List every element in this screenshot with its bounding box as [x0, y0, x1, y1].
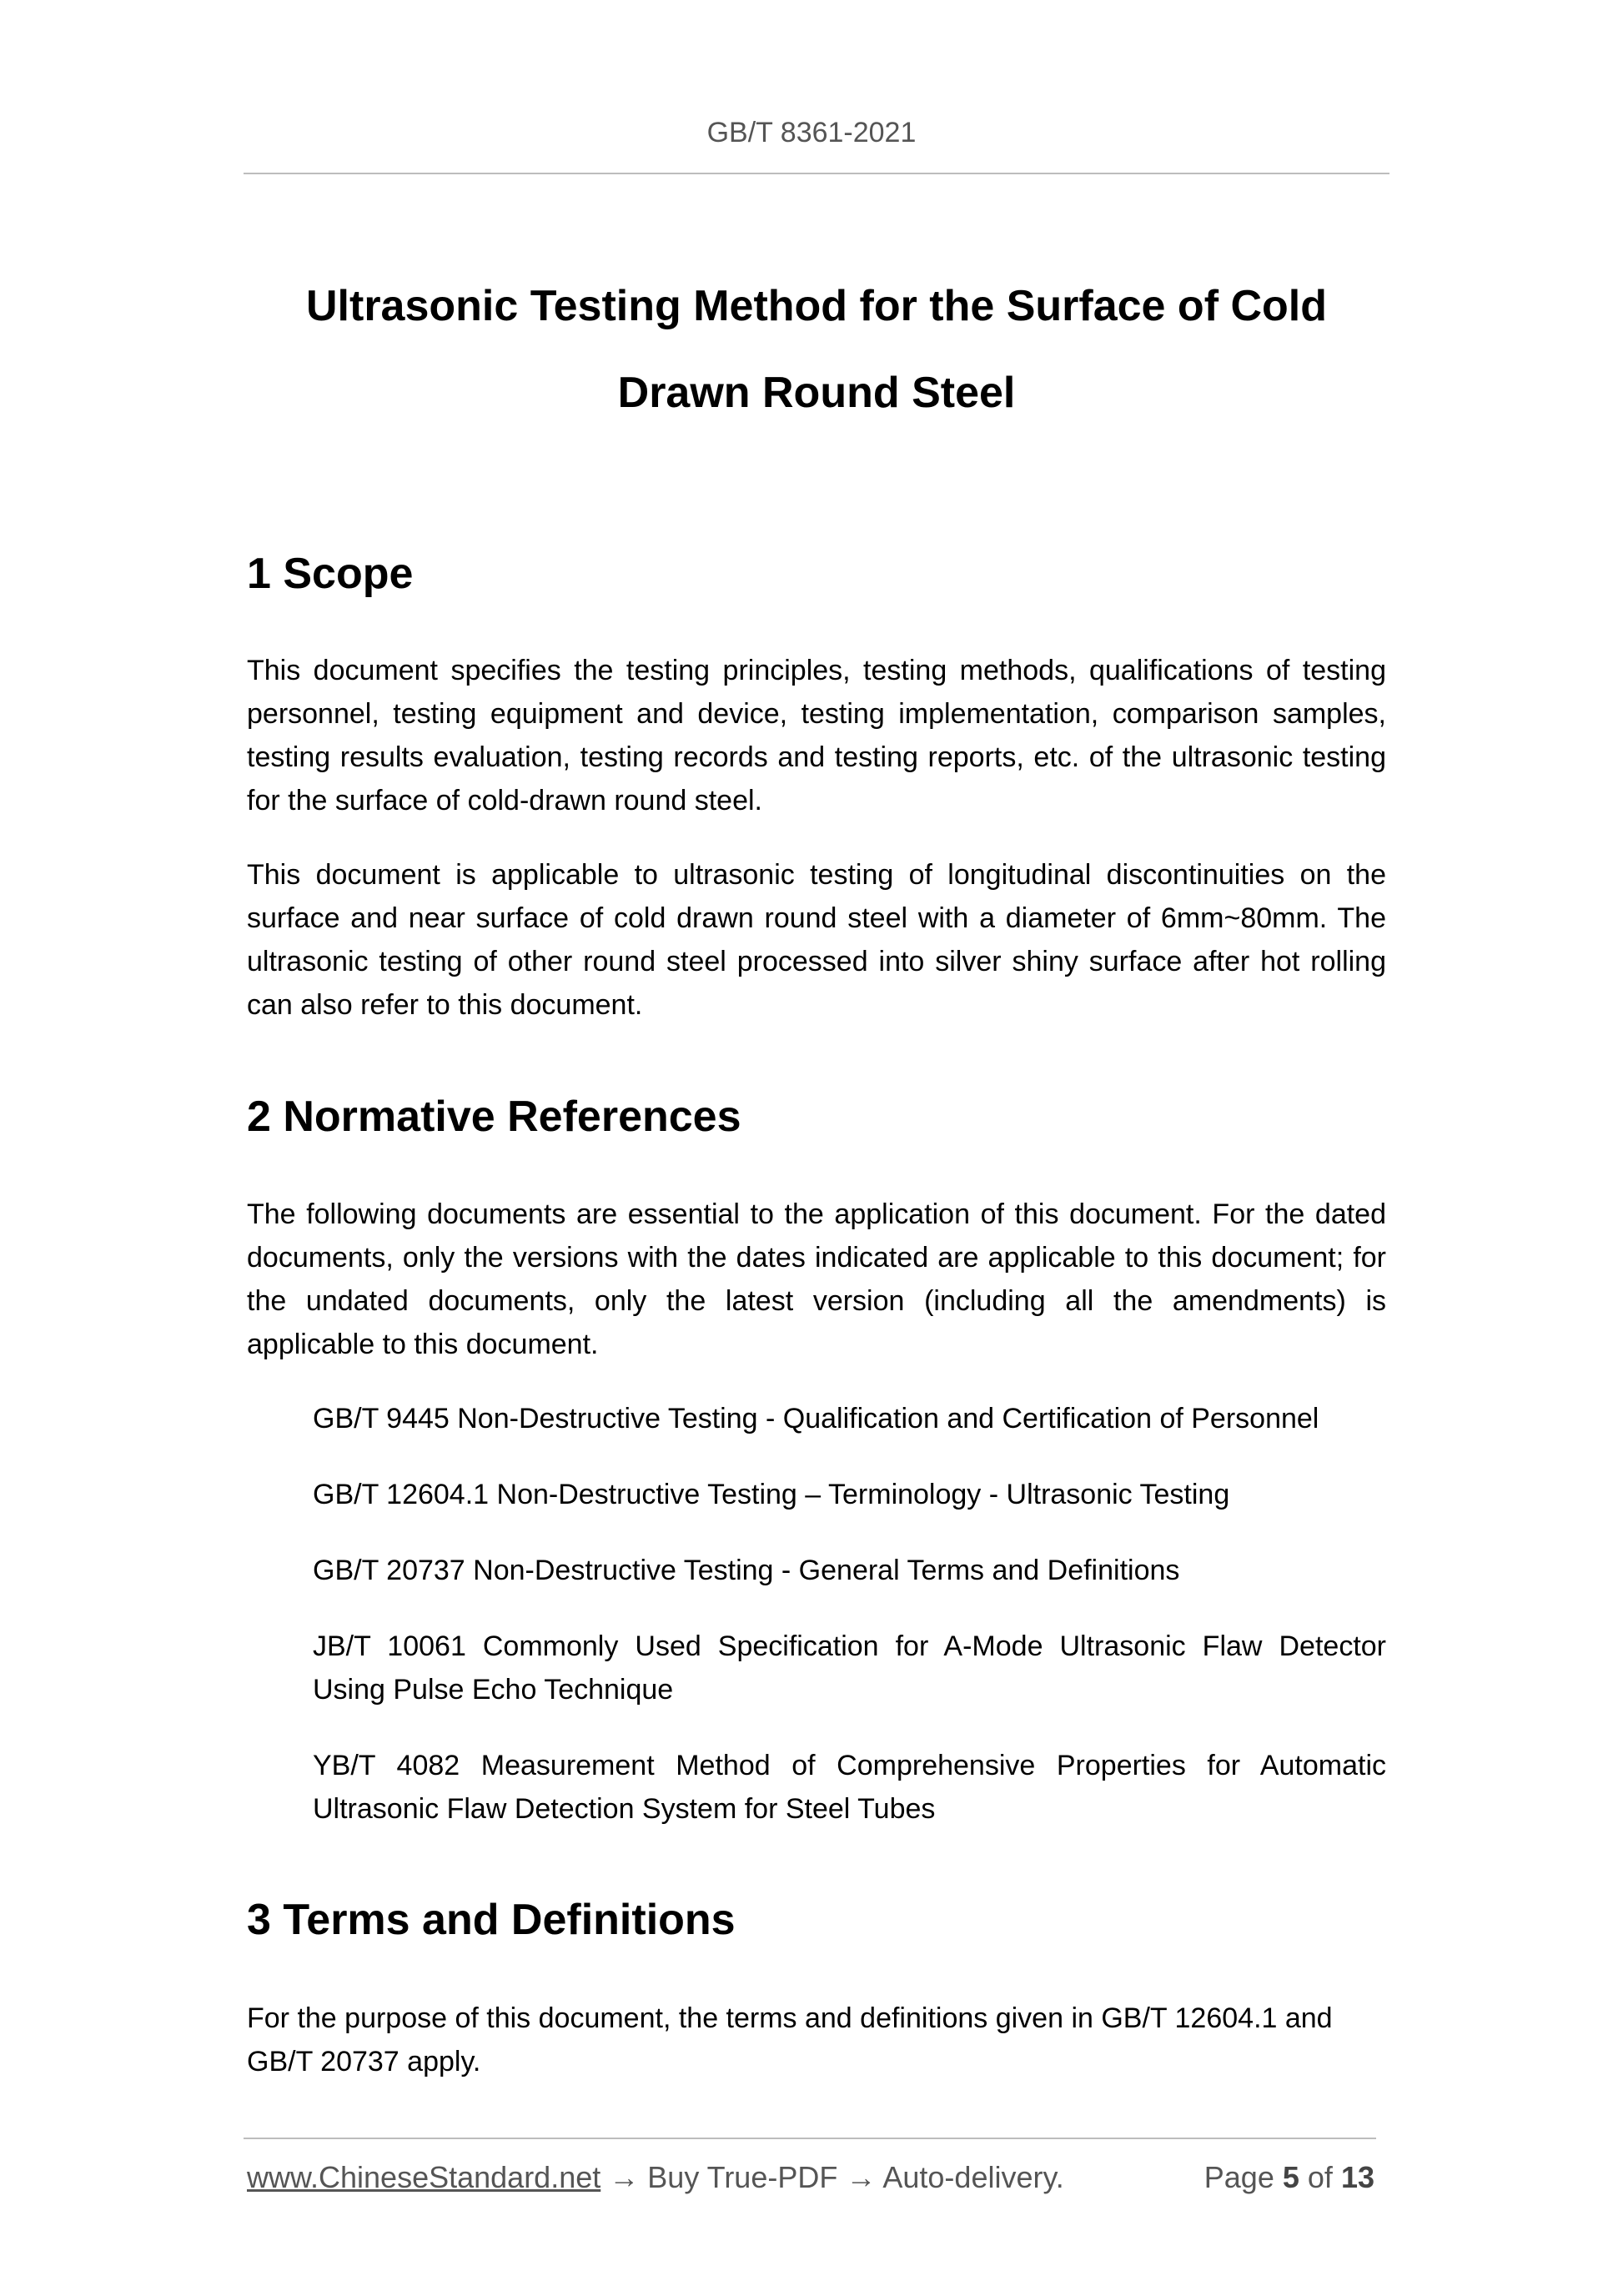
- reference-item: GB/T 9445 Non-Destructive Testing - Qualification and Certification of Personnel: [313, 1403, 1319, 1434]
- arrow-right-icon: →: [609, 2160, 640, 2194]
- footer-promo: [247, 2160, 1064, 2195]
- header-doc-code: GB/T 8361-2021: [706, 117, 917, 148]
- section-heading-normative-references: 2 Normative References: [247, 1093, 741, 1141]
- footer-divider: [244, 2138, 1376, 2139]
- scope-paragraph-1: This document specifies the testing principles, testing methods, qualifications of testing personnel, testing equipment and device, testing implementation, comparison samples, testing results evaluation, testing records and testing reports, etc. of the ultrasonic testing for the surface of cold-drawn round steel.: [247, 655, 1386, 816]
- normative-paragraph-1: The following documents are essential to the application of this document. For the dated documents, only the versions with the dates indicated are applicable to this document; for the undated documents, only the latest version (including all the amendments) is applicable to this document.: [247, 1198, 1386, 1360]
- scope-paragraph-2: This document is applicable to ultrasonic testing of longitudinal discontinuities on the surface and near surface of cold drawn round steel with a diameter of 6mm~80mm. The ultrasonic testing of other round steel processed into silver shiny surface after hot rolling can also refer to this document.: [247, 859, 1386, 1021]
- section-heading-scope: 1 Scope: [247, 550, 414, 598]
- page-number: [1204, 2160, 1374, 2195]
- reference-item: GB/T 20737 Non-Destructive Testing - General Terms and Definitions: [313, 1555, 1180, 1586]
- document-title-line-1: Ultrasonic Testing Method for the Surface of Cold: [306, 281, 1327, 330]
- page-total: 13: [1340, 2160, 1374, 2194]
- site-link[interactable]: www.ChineseStandard.net: [247, 2160, 601, 2194]
- document-title: [244, 263, 1389, 436]
- reference-item: GB/T 12604.1 Non-Destructive Testing – Terminology - Ultrasonic Testing: [313, 1479, 1230, 1510]
- arrow-right-icon: →: [846, 2160, 877, 2194]
- page-current: 5: [1282, 2160, 1299, 2194]
- section-heading-terms-definitions: 3 Terms and Definitions: [247, 1896, 736, 1944]
- terms-paragraph-1: For the purpose of this document, the terms and definitions given in GB/T 12604.1 and GB/T 20737 apply.: [247, 2002, 1333, 2077]
- page-label: Page: [1203, 2160, 1274, 2194]
- reference-item: JB/T 10061 Commonly Used Specification for A-Mode Ultrasonic Flaw Detector Using Pulse Echo Technique: [313, 1630, 1386, 1706]
- document-title-line-2: Drawn Round Steel: [617, 368, 1016, 417]
- reference-item: YB/T 4082 Measurement Method of Comprehensive Properties for Automatic Ultrasonic Flaw Detection System for Steel Tubes: [313, 1750, 1386, 1825]
- delivery-text: Auto-delivery.: [882, 2160, 1064, 2194]
- buy-text: Buy True-PDF: [647, 2160, 838, 2194]
- page-of: of: [1307, 2160, 1333, 2194]
- header-divider: [244, 173, 1389, 174]
